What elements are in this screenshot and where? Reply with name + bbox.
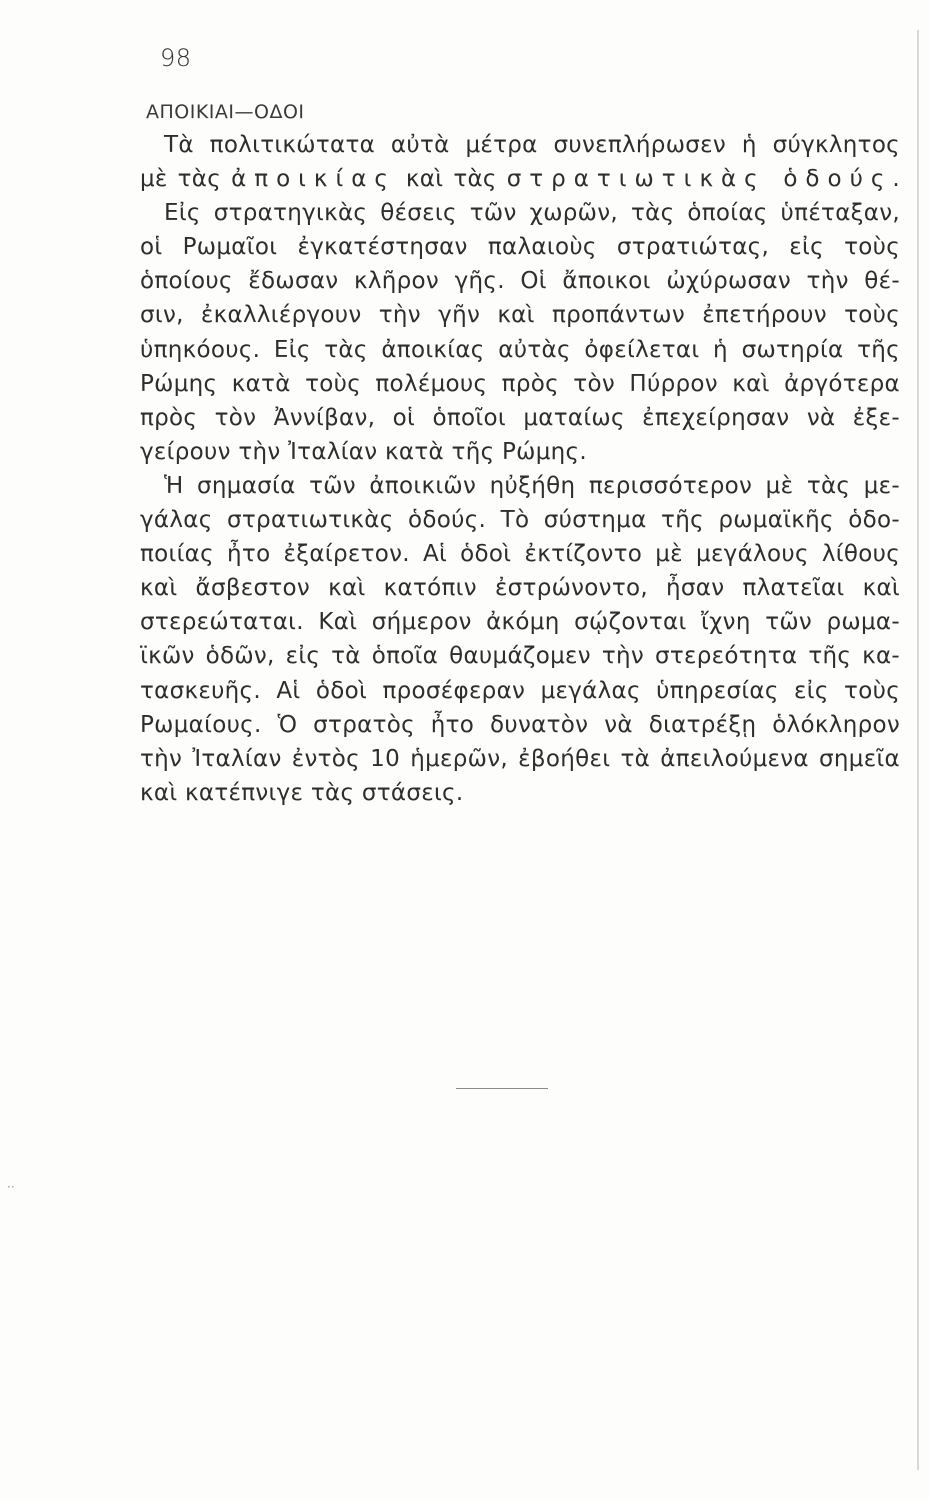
- text-line: στερεώταται. Καὶ σήμερον ἀκόμη σῴζονται ἴχνη τῶν ρωμα-: [140, 609, 900, 636]
- running-head: ΑΠΟΙΚΙΑΙ—ΟΔΟΙ: [146, 101, 305, 123]
- text-line: ὁποίους ἔδωσαν κλῆρον γῆς. Οἱ ἄποικοι ὠχύρωσαν τὴν θέ-: [140, 268, 900, 295]
- text-line: ϊκῶν ὁδῶν, εἰς τὰ ὁποῖα θαυμάζομεν τὴν στερεότητα τῆς κα-: [140, 643, 900, 670]
- text-line: Ρώμης κατὰ τοὺς πολέμους πρὸς τὸν Πύρρον καὶ ἀργότερα: [140, 370, 900, 397]
- text-line: [140, 162, 900, 196]
- text-segment: .: [892, 166, 900, 193]
- page-edge: [917, 30, 919, 1470]
- text-segment: μὲ τὰς: [140, 166, 232, 193]
- text-line: γείρουν τὴν Ἰταλίαν κατὰ τῆς Ρώμης.: [140, 438, 587, 465]
- emphasis-spaced: ἀποικίας: [231, 166, 396, 193]
- text-line: Τὰ πολιτικώτατα αὐτὰ μέτρα συνεπλήρωσεν ἡ σύγκλητος: [164, 132, 900, 158]
- scan-speck: ··: [7, 1180, 15, 1194]
- text-line: Ἡ σημασία τῶν ἀποικιῶν ηὐξήθη περισσότερον μὲ τὰς με-: [164, 472, 900, 499]
- text-line: καὶ ἄσβεστον καὶ κατόπιν ἐστρώνοντο, ἦσαν πλατεῖαι καὶ: [140, 575, 900, 602]
- text-line: ποιίας ἦτο ἐξαίρετον. Αἱ ὁδοὶ ἐκτίζοντο μὲ μεγάλους λίθους: [140, 541, 900, 568]
- text-line: σιν, ἐκαλλιέργουν τὴν γῆν καὶ προπάντων ἐπετήρουν τοὺς: [140, 302, 900, 329]
- text-segment: καὶ τὰς: [395, 166, 507, 193]
- text-line: Ρωμαίους. Ὁ στρατὸς ἦτο δυνατὸν νὰ διατρέξῃ ὁλόκληρον: [140, 711, 900, 738]
- page-number: 98: [160, 44, 192, 72]
- text-line: Εἰς στρατηγικὰς θέσεις τῶν χωρῶν, τὰς ὁποίας ὑπέταξαν,: [164, 200, 900, 227]
- text-line: τασκευῆς. Αἱ ὁδοὶ προσέφεραν μεγάλας ὑπηρεσίας εἰς τοὺς: [140, 677, 900, 704]
- section-divider: [456, 1088, 548, 1089]
- body-text: [140, 128, 900, 810]
- text-line: οἱ Ρωμαῖοι ἐγκατέστησαν παλαιοὺς στρατιώτας, εἰς τοὺς: [140, 234, 900, 261]
- text-line: καὶ κατέπνιγε τὰς στάσεις.: [140, 779, 464, 806]
- text-line: πρὸς τὸν Ἀννίβαν, οἱ ὁποῖοι ματαίως ἐπεχείρησαν νὰ ἐξε-: [140, 404, 900, 431]
- emphasis-spaced: στρατιωτικὰς ὁδούς: [506, 166, 893, 193]
- text-line: ὑπηκόους. Εἰς τὰς ἀποικίας αὐτὰς ὀφείλεται ἡ σωτηρία τῆς: [140, 336, 900, 363]
- text-line: γάλας στρατιωτικὰς ὁδούς. Τὸ σύστημα τῆς ρωμαϊκῆς ὁδο-: [140, 507, 900, 534]
- text-line: τὴν Ἰταλίαν ἐντὸς 10 ἡμερῶν, ἐβοήθει τὰ ἀπειλούμενα σημεῖα: [140, 745, 900, 772]
